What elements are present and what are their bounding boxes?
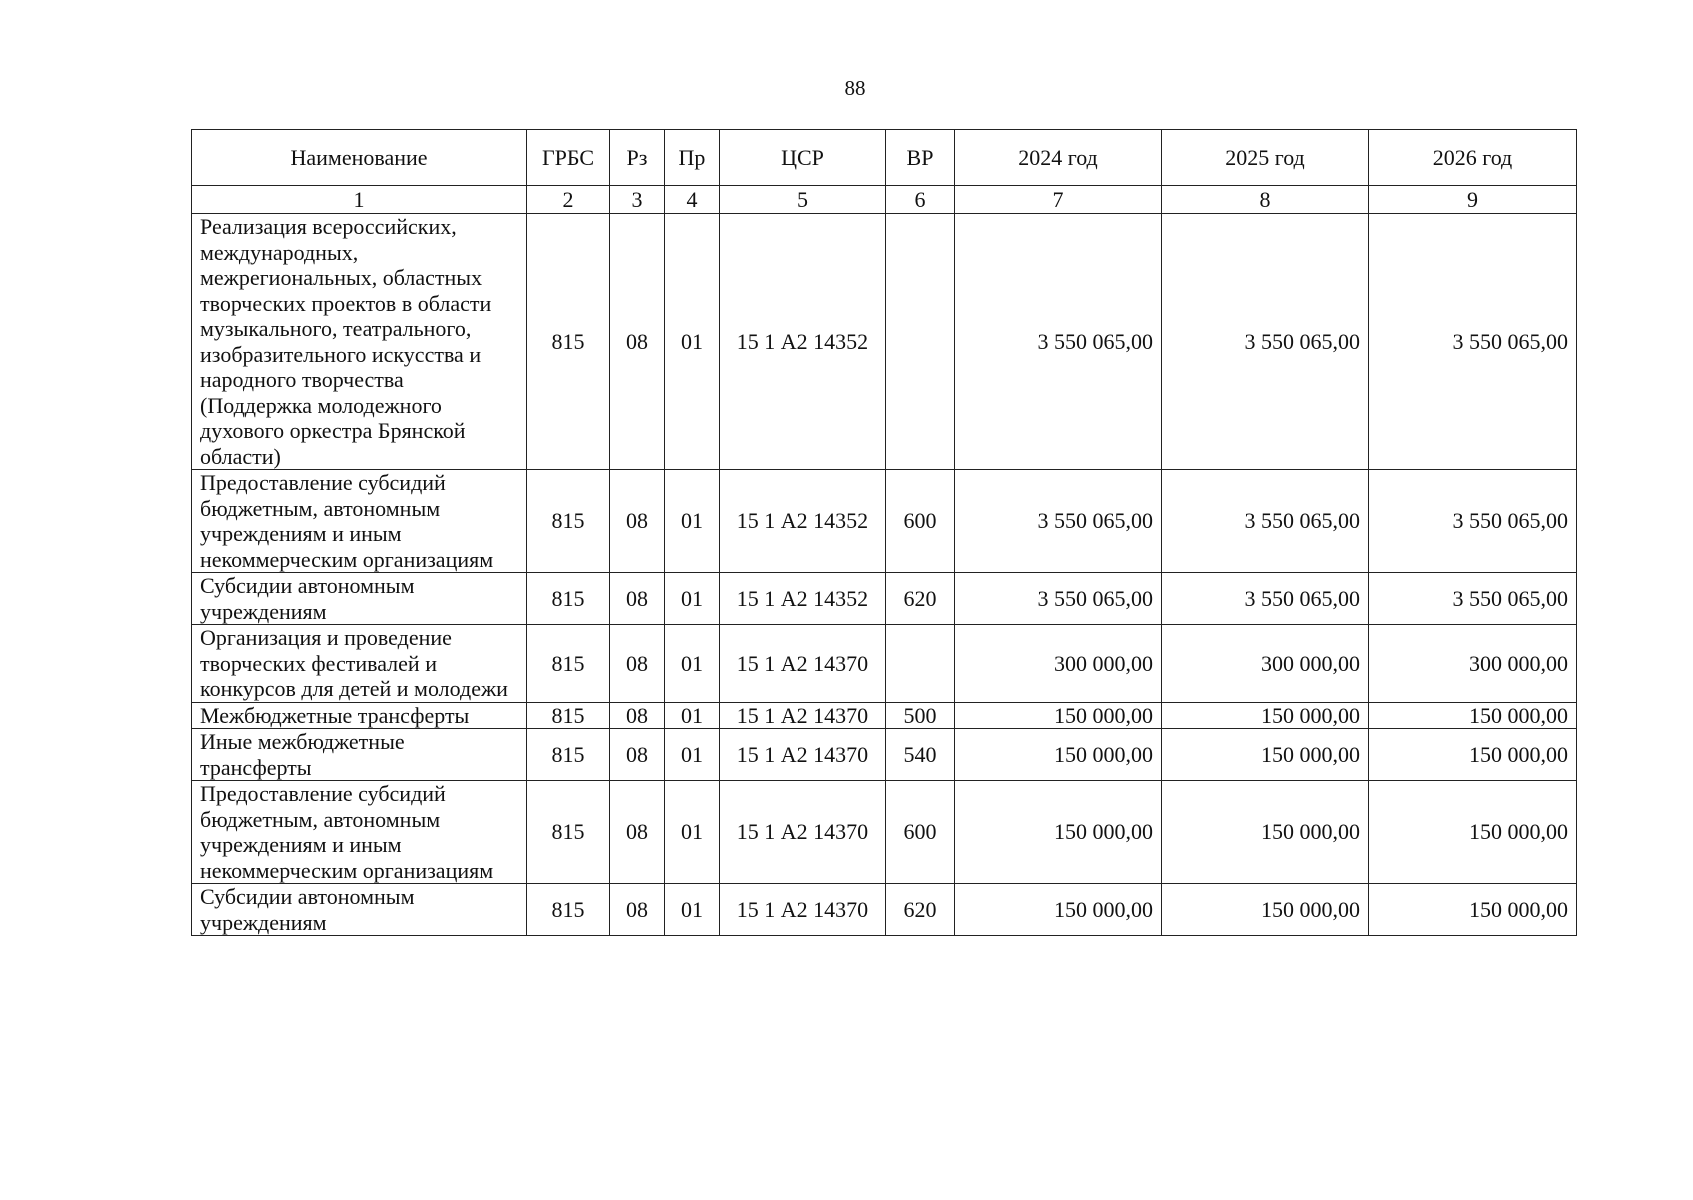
cell-amount-2025: 150 000,00	[1162, 884, 1369, 936]
cell-grbs: 815	[527, 573, 610, 625]
cell-rz: 08	[610, 729, 665, 781]
cell-vr: 620	[886, 884, 955, 936]
cell-amount-2026: 150 000,00	[1369, 729, 1577, 781]
cell-name: Субсидии автономным учреждениям	[192, 573, 527, 625]
cell-pr: 01	[665, 702, 720, 729]
header-csr: ЦСР	[720, 130, 886, 186]
column-number: 3	[610, 186, 665, 214]
cell-rz: 08	[610, 781, 665, 884]
cell-csr: 15 1 А2 14370	[720, 702, 886, 729]
cell-amount-2024: 150 000,00	[955, 781, 1162, 884]
table-row	[192, 625, 1577, 703]
cell-vr: 500	[886, 702, 955, 729]
header-2026: 2026 год	[1369, 130, 1577, 186]
cell-name: Иные межбюджетные трансферты	[192, 729, 527, 781]
table-header-row	[192, 130, 1577, 186]
column-number: 4	[665, 186, 720, 214]
cell-amount-2025: 3 550 065,00	[1162, 214, 1369, 470]
cell-grbs: 815	[527, 214, 610, 470]
cell-pr: 01	[665, 781, 720, 884]
cell-amount-2025: 3 550 065,00	[1162, 470, 1369, 573]
cell-csr: 15 1 А2 14370	[720, 729, 886, 781]
budget-table	[191, 129, 1577, 936]
column-number: 1	[192, 186, 527, 214]
cell-amount-2024: 150 000,00	[955, 884, 1162, 936]
cell-vr: 540	[886, 729, 955, 781]
column-number: 9	[1369, 186, 1577, 214]
cell-amount-2026: 3 550 065,00	[1369, 470, 1577, 573]
cell-grbs: 815	[527, 625, 610, 703]
cell-rz: 08	[610, 214, 665, 470]
cell-amount-2024: 3 550 065,00	[955, 214, 1162, 470]
cell-amount-2024: 150 000,00	[955, 729, 1162, 781]
cell-amount-2025: 300 000,00	[1162, 625, 1369, 703]
header-pr: Пр	[665, 130, 720, 186]
cell-name: Реализация всероссийских, международных, межрегиональных, областных творческих проектов в области музыкального, театрального, изобразительного искусства и народного творчества (Поддержка молодежного духового оркестра Брянской области)	[192, 214, 527, 470]
cell-vr	[886, 214, 955, 470]
cell-amount-2026: 150 000,00	[1369, 884, 1577, 936]
cell-rz: 08	[610, 884, 665, 936]
cell-amount-2026: 3 550 065,00	[1369, 573, 1577, 625]
cell-csr: 15 1 А2 14352	[720, 470, 886, 573]
cell-rz: 08	[610, 573, 665, 625]
cell-rz: 08	[610, 702, 665, 729]
cell-amount-2024: 300 000,00	[955, 625, 1162, 703]
cell-amount-2026: 150 000,00	[1369, 702, 1577, 729]
cell-csr: 15 1 А2 14352	[720, 214, 886, 470]
cell-csr: 15 1 А2 14370	[720, 781, 886, 884]
cell-grbs: 815	[527, 781, 610, 884]
cell-amount-2025: 150 000,00	[1162, 729, 1369, 781]
table-row	[192, 702, 1577, 729]
cell-amount-2025: 3 550 065,00	[1162, 573, 1369, 625]
cell-name: Предоставление субсидий бюджетным, автономным учреждениям и иным некоммерческим организациям	[192, 781, 527, 884]
page-number: 88	[844, 76, 866, 100]
column-number: 2	[527, 186, 610, 214]
column-number: 6	[886, 186, 955, 214]
header-2025: 2025 год	[1162, 130, 1369, 186]
cell-pr: 01	[665, 884, 720, 936]
table-row	[192, 214, 1577, 470]
header-rz: Рз	[610, 130, 665, 186]
cell-vr	[886, 625, 955, 703]
table-row	[192, 729, 1577, 781]
cell-csr: 15 1 А2 14370	[720, 625, 886, 703]
cell-name: Субсидии автономным учреждениям	[192, 884, 527, 936]
cell-name: Организация и проведение творческих фестивалей и конкурсов для детей и молодежи	[192, 625, 527, 703]
column-number-row	[192, 186, 1577, 214]
column-number: 5	[720, 186, 886, 214]
table-row	[192, 781, 1577, 884]
cell-csr: 15 1 А2 14352	[720, 573, 886, 625]
cell-amount-2024: 3 550 065,00	[955, 470, 1162, 573]
cell-amount-2026: 150 000,00	[1369, 781, 1577, 884]
cell-amount-2025: 150 000,00	[1162, 702, 1369, 729]
cell-grbs: 815	[527, 470, 610, 573]
column-number: 8	[1162, 186, 1369, 214]
table-row	[192, 573, 1577, 625]
cell-vr: 620	[886, 573, 955, 625]
header-name: Наименование	[192, 130, 527, 186]
cell-grbs: 815	[527, 884, 610, 936]
cell-amount-2026: 3 550 065,00	[1369, 214, 1577, 470]
table-row	[192, 884, 1577, 936]
cell-name: Предоставление субсидий бюджетным, автономным учреждениям и иным некоммерческим организациям	[192, 470, 527, 573]
cell-vr: 600	[886, 781, 955, 884]
cell-amount-2026: 300 000,00	[1369, 625, 1577, 703]
header-grbs: ГРБС	[527, 130, 610, 186]
cell-amount-2024: 3 550 065,00	[955, 573, 1162, 625]
column-number: 7	[955, 186, 1162, 214]
header-2024: 2024 год	[955, 130, 1162, 186]
cell-rz: 08	[610, 470, 665, 573]
cell-pr: 01	[665, 470, 720, 573]
cell-amount-2024: 150 000,00	[955, 702, 1162, 729]
cell-vr: 600	[886, 470, 955, 573]
header-vr: ВР	[886, 130, 955, 186]
cell-name: Межбюджетные трансферты	[192, 702, 527, 729]
cell-rz: 08	[610, 625, 665, 703]
cell-amount-2025: 150 000,00	[1162, 781, 1369, 884]
cell-pr: 01	[665, 214, 720, 470]
cell-grbs: 815	[527, 729, 610, 781]
table-row	[192, 470, 1577, 573]
cell-grbs: 815	[527, 702, 610, 729]
cell-pr: 01	[665, 729, 720, 781]
cell-pr: 01	[665, 573, 720, 625]
cell-csr: 15 1 А2 14370	[720, 884, 886, 936]
cell-pr: 01	[665, 625, 720, 703]
